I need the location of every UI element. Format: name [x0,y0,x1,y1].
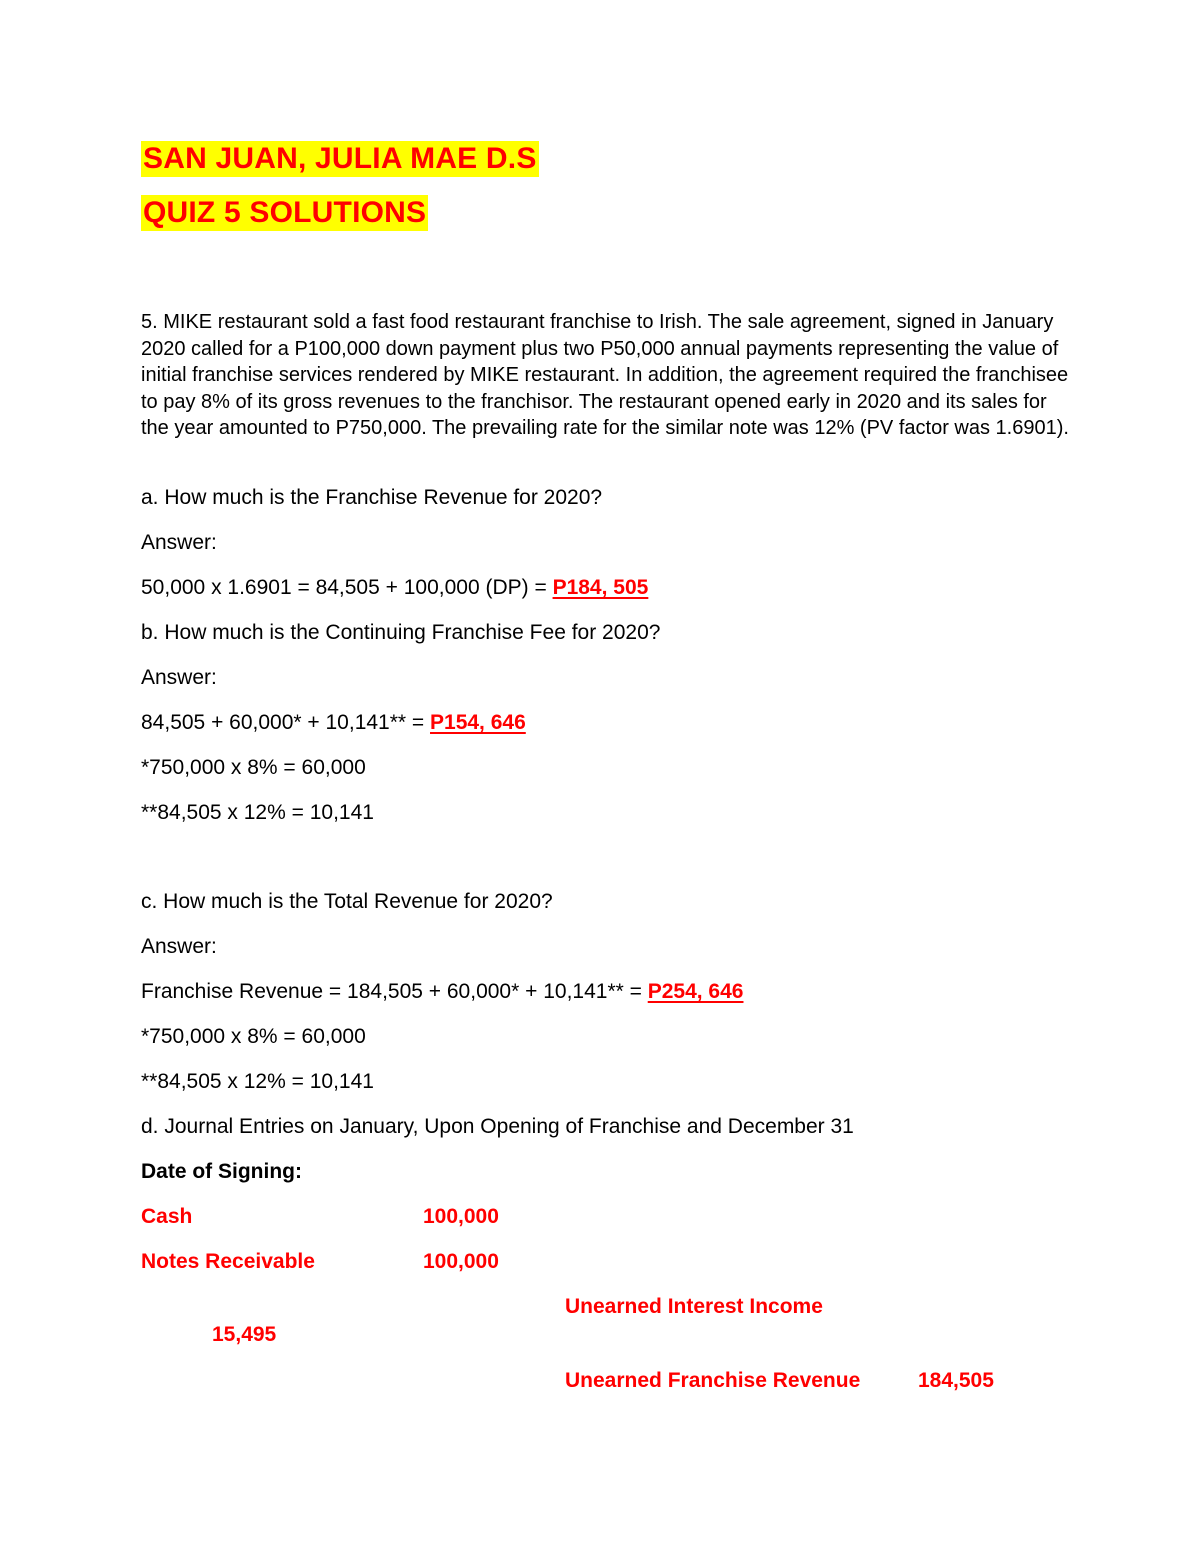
question-a: a. How much is the Franchise Revenue for 2020? [141,486,603,509]
question-c: c. How much is the Total Revenue for 2020? [141,890,553,913]
journal-amount-unearned-interest: 15,495 [212,1323,277,1346]
note-c-2: **84,505 x 12% = 10,141 [141,1070,374,1093]
answer-label-a: Answer: [141,531,217,554]
computation-a-text: 50,000 x 1.6901 = 84,505 + 100,000 (DP) = [141,576,553,599]
answer-label-c: Answer: [141,935,217,958]
computation-b [141,710,526,736]
computation-c-text: Franchise Revenue = 184,505 + 60,000* + 10,141** = [141,980,648,1003]
problem-statement: 5. MIKE restaurant sold a fast food restaurant franchise to Irish. The sale agreement, signed in January 2020 called for a P100,000 down payment plus two P50,000 annual payments representing the value of initial franchise services rendered by MIKE restaurant. In addition, the agreement required the franchisee to pay 8% of its gross revenues to the franchisor. The restaurant opened early in 2020 and its sales for the year amounted to P750,000. The prevailing rate for the similar note was 12% (PV factor was 1.6901). [141,311,1069,440]
date-of-signing-label: Date of Signing: [141,1160,302,1183]
note-b-2: **84,505 x 12% = 10,141 [141,801,374,824]
answer-b-result: P154, 646 [430,711,526,734]
quiz-title-heading: QUIZ 5 SOLUTIONS [143,196,427,229]
note-b-1: *750,000 x 8% = 60,000 [141,756,366,779]
computation-c [141,979,743,1005]
journal-account-unearned-franchise: Unearned Franchise Revenue [565,1369,861,1392]
journal-account-cash: Cash [141,1205,193,1228]
computation-a [141,575,648,601]
answer-a-result: P184, 505 [552,576,649,599]
answer-c-result: P254, 646 [647,980,744,1003]
question-b: b. How much is the Continuing Franchise Fee for 2020? [141,621,661,644]
journal-amount-notes-receivable: 100,000 [423,1250,499,1273]
journal-amount-cash: 100,000 [423,1205,499,1228]
journal-amount-unearned-franchise: 184,505 [918,1369,994,1392]
note-c-1: *750,000 x 8% = 60,000 [141,1025,366,1048]
journal-account-notes-receivable: Notes Receivable [141,1250,315,1273]
student-name-heading: SAN JUAN, JULIA MAE D.S [143,142,537,175]
answer-label-b: Answer: [141,666,217,689]
question-d: d. Journal Entries on January, Upon Opening of Franchise and December 31 [141,1115,854,1138]
computation-b-text: 84,505 + 60,000* + 10,141** = [141,711,431,734]
journal-account-unearned-interest: Unearned Interest Income [565,1295,823,1318]
